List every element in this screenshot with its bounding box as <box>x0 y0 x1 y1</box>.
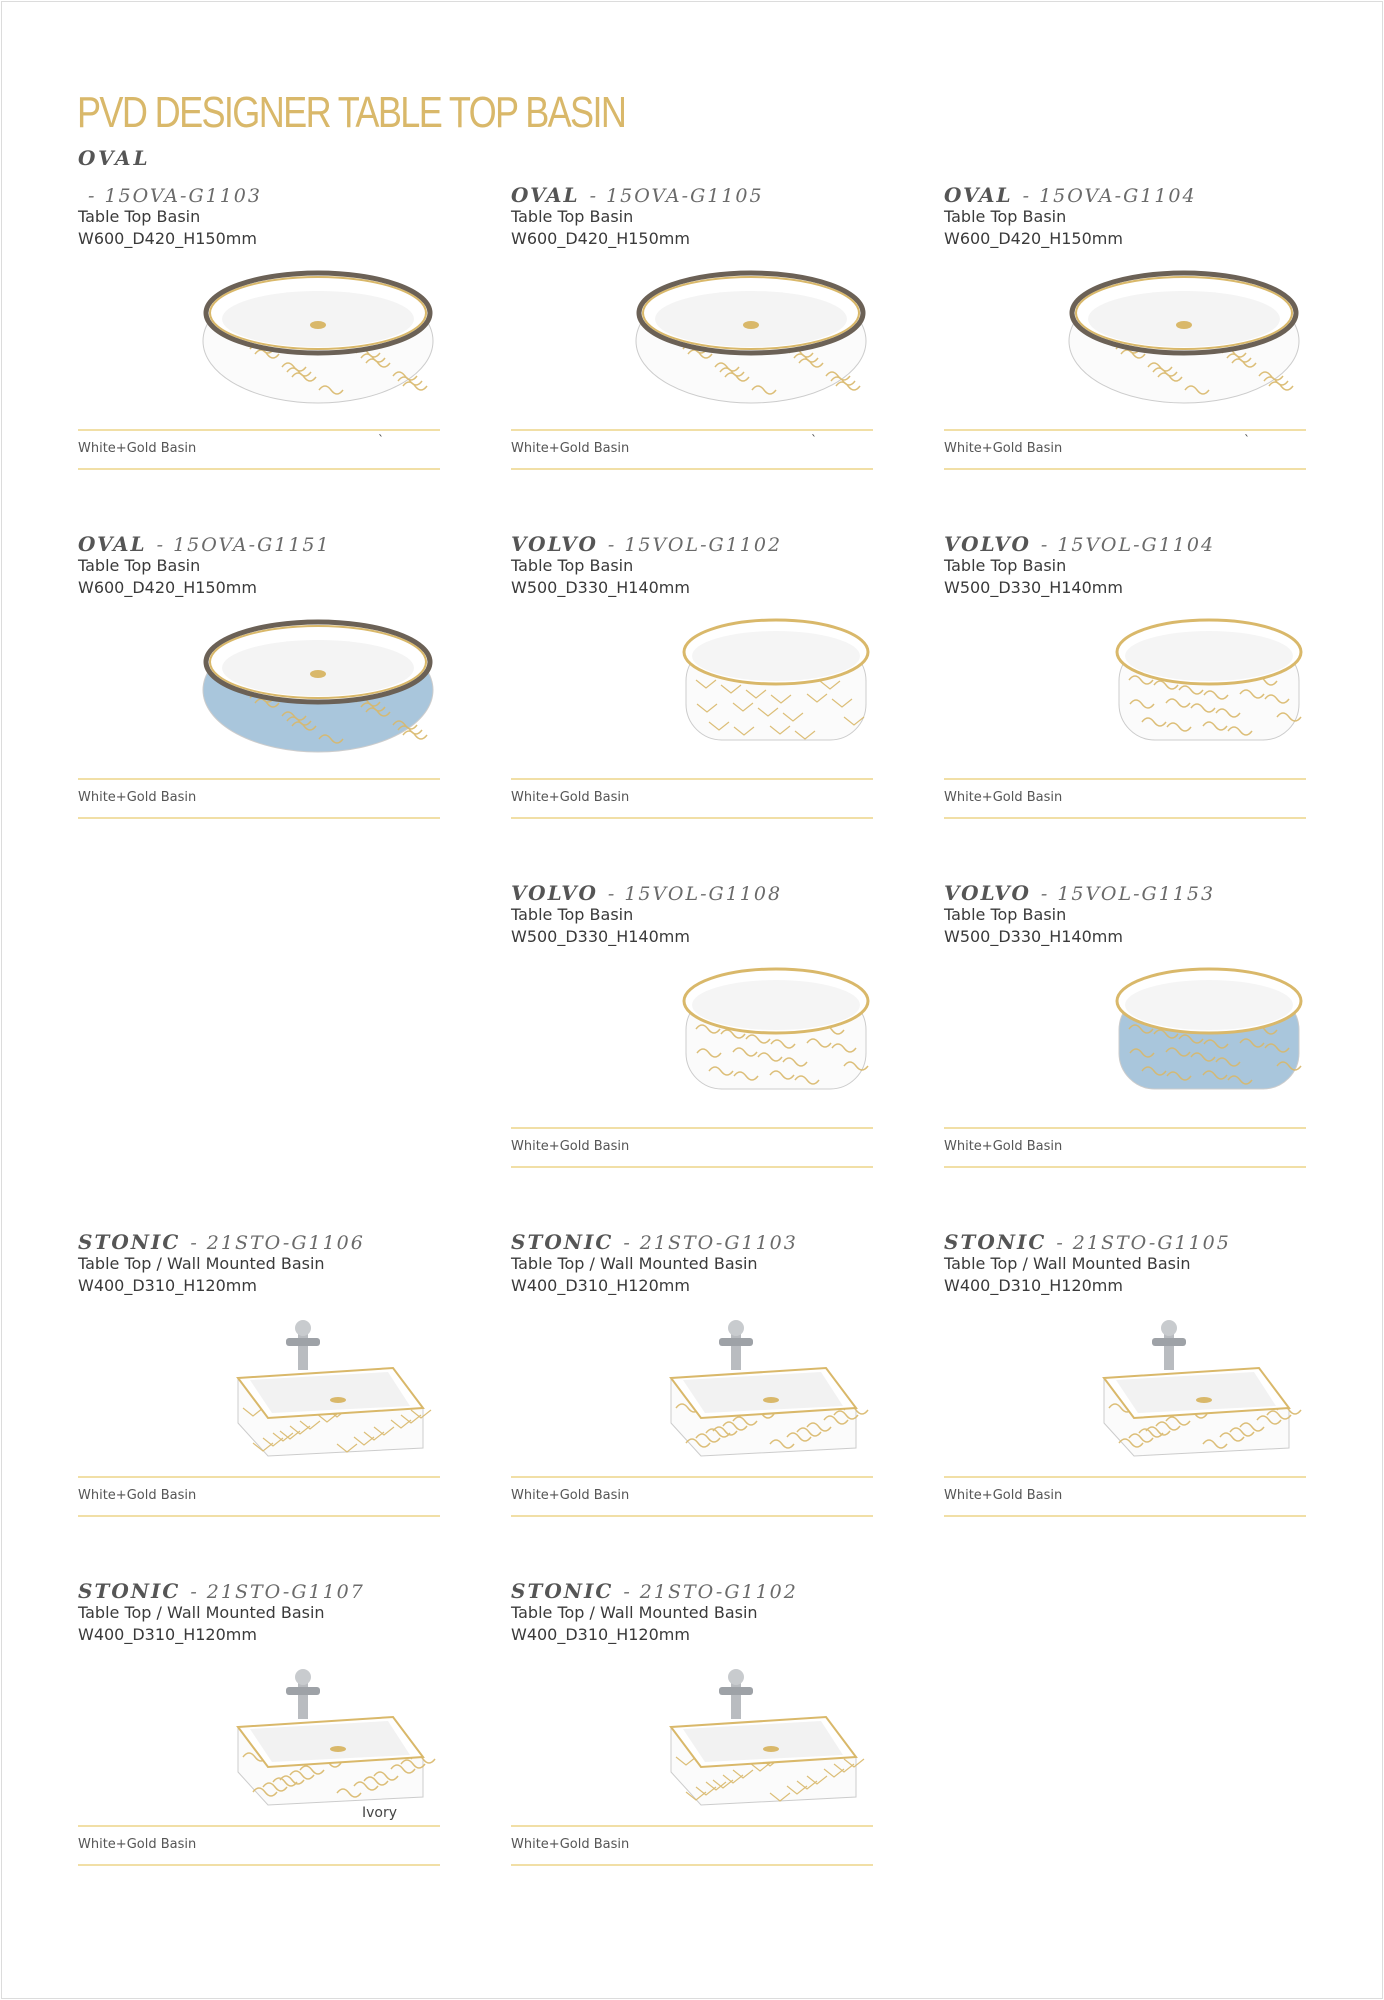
divider-line <box>78 1476 440 1478</box>
divider-line <box>944 778 1306 780</box>
product-type: Table Top / Wall Mounted Basin <box>78 1254 325 1273</box>
product-code: - 15OVA-G1151 <box>156 534 331 556</box>
basin-image <box>621 959 871 1109</box>
product-dimensions: W400_D310_H120mm <box>78 1276 257 1295</box>
product-series: VOLVO <box>944 881 1031 905</box>
product-card <box>511 183 873 503</box>
product-finish: White+Gold Basin <box>944 1488 1063 1503</box>
basin-image <box>621 610 871 760</box>
product-dimensions: W600_D420_H150mm <box>944 229 1123 248</box>
divider-line <box>78 778 440 780</box>
product-card <box>511 1579 873 1899</box>
product-card <box>511 1230 873 1550</box>
basin-image <box>621 261 871 411</box>
divider-line <box>78 429 440 431</box>
product-series: VOLVO <box>944 532 1031 556</box>
product-heading <box>511 1579 798 1603</box>
divider-line <box>511 468 873 470</box>
product-series: VOLVO <box>511 532 598 556</box>
product-dimensions: W500_D330_H140mm <box>511 578 690 597</box>
product-heading <box>511 1230 798 1254</box>
divider-line <box>944 1515 1306 1517</box>
product-heading <box>78 1579 365 1603</box>
basin-image <box>1054 610 1304 760</box>
product-finish: White+Gold Basin <box>78 1488 197 1503</box>
divider-line <box>944 817 1306 819</box>
product-code: - 15VOL-G1104 <box>1040 534 1216 556</box>
product-code: - 15OVA-G1103 <box>88 185 262 207</box>
product-code: - 21STO-G1102 <box>623 1581 798 1603</box>
basin-image <box>621 1308 871 1458</box>
product-type: Table Top Basin <box>78 207 201 226</box>
divider-line <box>511 1166 873 1168</box>
product-code: - 15OVA-G1104 <box>1022 185 1197 207</box>
product-series: STONIC <box>78 1230 181 1254</box>
divider-line <box>78 1825 440 1827</box>
product-type: Table Top Basin <box>944 905 1067 924</box>
basin-image <box>1054 261 1304 411</box>
product-series: STONIC <box>944 1230 1047 1254</box>
product-type: Table Top / Wall Mounted Basin <box>511 1254 758 1273</box>
product-card <box>511 532 873 852</box>
basin-image <box>188 1657 438 1807</box>
product-code: - 15OVA-G1105 <box>589 185 764 207</box>
basin-image <box>1054 1308 1304 1458</box>
product-type: Table Top / Wall Mounted Basin <box>944 1254 1191 1273</box>
divider-line <box>944 1476 1306 1478</box>
product-series: OVAL <box>511 183 580 207</box>
product-dimensions: W400_D310_H120mm <box>511 1276 690 1295</box>
product-type: Table Top / Wall Mounted Basin <box>78 1603 325 1622</box>
product-card <box>511 881 873 1201</box>
product-type: Table Top Basin <box>511 905 634 924</box>
product-finish: White+Gold Basin <box>511 1837 630 1852</box>
product-finish: White+Gold Basin <box>511 1139 630 1154</box>
product-code: - 21STO-G1105 <box>1056 1232 1231 1254</box>
product-type: Table Top Basin <box>511 556 634 575</box>
divider-line <box>511 817 873 819</box>
product-card <box>944 881 1306 1201</box>
product-card <box>78 532 440 852</box>
product-mark: ` <box>1244 433 1250 447</box>
product-dimensions: W500_D330_H140mm <box>511 927 690 946</box>
page-title: PVD DESIGNER TABLE TOP BASIN <box>77 88 626 137</box>
divider-line <box>511 1515 873 1517</box>
product-finish: White+Gold Basin <box>944 1139 1063 1154</box>
product-series: VOLVO <box>511 881 598 905</box>
product-code: - 21STO-G1103 <box>623 1232 798 1254</box>
product-finish: White+Gold Basin <box>511 1488 630 1503</box>
divider-line <box>944 1127 1306 1129</box>
divider-line <box>78 1515 440 1517</box>
product-heading <box>78 532 331 556</box>
basin-image <box>1054 959 1304 1109</box>
product-dimensions: W400_D310_H120mm <box>944 1276 1123 1295</box>
product-finish: White+Gold Basin <box>511 441 630 456</box>
product-heading <box>511 183 764 207</box>
product-finish: White+Gold Basin <box>944 441 1063 456</box>
product-card <box>78 183 440 503</box>
divider-line <box>944 429 1306 431</box>
product-note: Ivory <box>362 1805 398 1821</box>
product-dimensions: W600_D420_H150mm <box>511 229 690 248</box>
divider-line <box>944 468 1306 470</box>
product-dimensions: W600_D420_H150mm <box>78 578 257 597</box>
section-label: OVAL <box>78 146 151 170</box>
divider-line <box>511 778 873 780</box>
product-series: STONIC <box>78 1579 181 1603</box>
basin-image <box>188 610 438 760</box>
product-mark: ` <box>811 433 817 447</box>
product-type: Table Top / Wall Mounted Basin <box>511 1603 758 1622</box>
product-series: STONIC <box>511 1579 614 1603</box>
product-heading <box>511 881 782 905</box>
divider-line <box>511 1825 873 1827</box>
product-dimensions: W500_D330_H140mm <box>944 927 1123 946</box>
divider-line <box>78 1864 440 1866</box>
product-code: - 21STO-G1107 <box>190 1581 365 1603</box>
product-type: Table Top Basin <box>944 556 1067 575</box>
product-heading <box>944 881 1215 905</box>
product-series: STONIC <box>511 1230 614 1254</box>
product-code: - 15VOL-G1102 <box>607 534 783 556</box>
product-finish: White+Gold Basin <box>944 790 1063 805</box>
product-dimensions: W400_D310_H120mm <box>511 1625 690 1644</box>
product-heading <box>944 532 1215 556</box>
product-card <box>944 532 1306 852</box>
product-series: OVAL <box>944 183 1013 207</box>
product-code: - 15VOL-G1153 <box>1040 883 1216 905</box>
divider-line <box>78 817 440 819</box>
product-card <box>78 1579 440 1899</box>
product-type: Table Top Basin <box>78 556 201 575</box>
product-mark: ` <box>378 433 384 447</box>
product-type: Table Top Basin <box>511 207 634 226</box>
product-heading <box>78 1230 365 1254</box>
product-dimensions: W500_D330_H140mm <box>944 578 1123 597</box>
product-finish: White+Gold Basin <box>78 441 197 456</box>
product-card <box>78 1230 440 1550</box>
divider-line <box>78 468 440 470</box>
divider-line <box>511 1127 873 1129</box>
product-heading <box>944 1230 1231 1254</box>
product-finish: White+Gold Basin <box>78 790 197 805</box>
divider-line <box>511 429 873 431</box>
basin-image <box>621 1657 871 1807</box>
product-code: - 21STO-G1106 <box>190 1232 365 1254</box>
product-dimensions: W600_D420_H150mm <box>78 229 257 248</box>
product-heading <box>78 183 262 207</box>
product-heading <box>944 183 1197 207</box>
product-finish: White+Gold Basin <box>511 790 630 805</box>
product-series: OVAL <box>78 532 147 556</box>
product-finish: White+Gold Basin <box>78 1837 197 1852</box>
product-code: - 15VOL-G1108 <box>607 883 783 905</box>
product-card <box>944 183 1306 503</box>
basin-image <box>188 1308 438 1458</box>
product-card <box>944 1230 1306 1550</box>
product-dimensions: W400_D310_H120mm <box>78 1625 257 1644</box>
product-heading <box>511 532 782 556</box>
basin-image <box>188 261 438 411</box>
divider-line <box>511 1476 873 1478</box>
divider-line <box>511 1864 873 1866</box>
divider-line <box>944 1166 1306 1168</box>
product-type: Table Top Basin <box>944 207 1067 226</box>
